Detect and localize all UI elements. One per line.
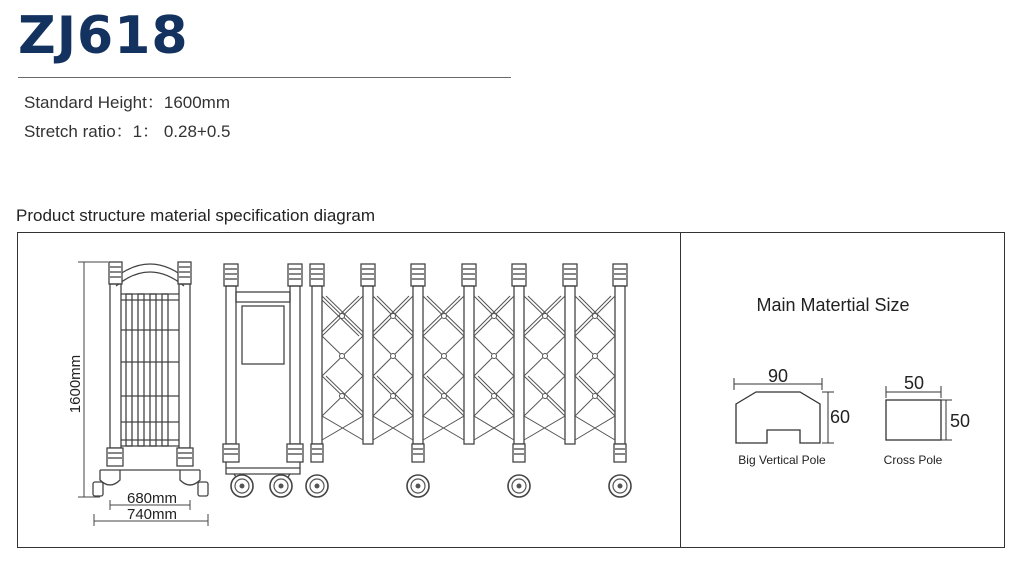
cross-pole-profile xyxy=(886,386,952,440)
big-pole-width: 90 xyxy=(767,366,789,386)
material-size-title: Main Matertial Size xyxy=(756,295,910,315)
spec-stretch-ratio: Stretch ratio：1： 0.28+0.5 xyxy=(24,122,231,141)
height-label: 1600mm xyxy=(67,354,84,414)
gate-wheels xyxy=(231,475,631,497)
width-inner-label: 680mm xyxy=(126,490,178,507)
gate-side-view xyxy=(223,264,627,480)
cross-pole-height: 50 xyxy=(950,411,971,431)
big-pole-label: Big Vertical Pole xyxy=(738,453,826,467)
big-vertical-pole-profile xyxy=(734,378,834,443)
model-title: ZJ618 xyxy=(18,6,189,66)
big-pole-height: 60 xyxy=(830,407,851,427)
diagram-caption: Product structure material specification diagram xyxy=(16,206,376,225)
gate-front-view xyxy=(93,262,208,496)
scissor-lattice xyxy=(322,296,615,440)
cross-pole-label: Cross Pole xyxy=(883,453,943,467)
cross-pole-width: 50 xyxy=(903,373,925,393)
width-outer-label: 740mm xyxy=(126,506,178,523)
spec-standard-height: Standard Height：1600mm xyxy=(24,93,231,112)
